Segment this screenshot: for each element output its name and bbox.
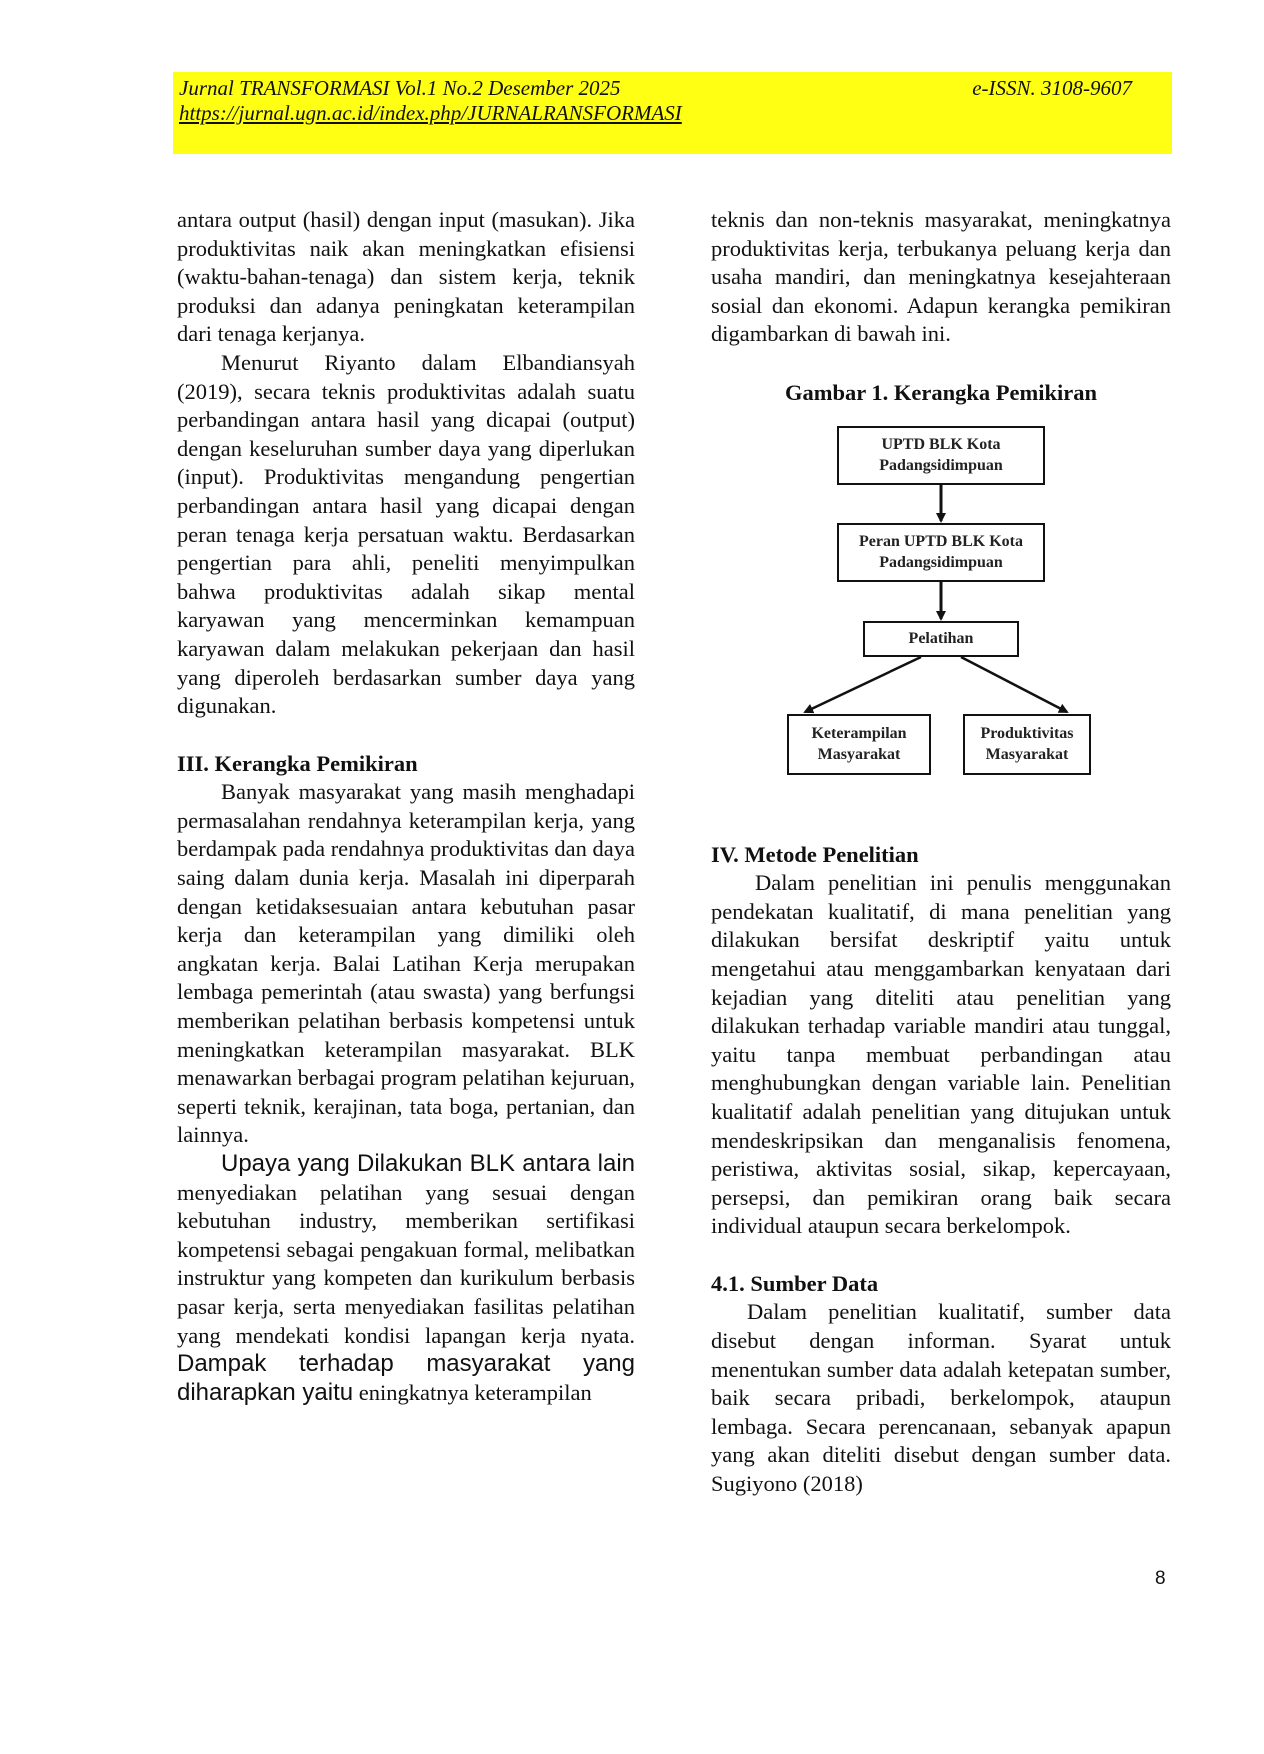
journal-issn: e-ISSN. 3108-9607 (972, 76, 1132, 100)
arrow-connector (805, 657, 921, 712)
diagram-box-peran-uptd-blk: Peran UPTD BLK Kota Padangsidimpuan (837, 523, 1045, 582)
paragraph: Dalam penelitian kualitatif, sumber data disebut dengan informan. Syarat untuk menentukan sumber data adalah ketepatan sumber, baik secara pribadi, berkelompok, ataupun lembaga. Secara perencanaan, sebanyak apapun yang akan diteliti disebut dengan sumber data. Sugiyono (2018) (711, 1299, 1171, 1497)
diagram-box-produktivitas: Produktivitas Masyarakat (963, 714, 1091, 775)
journal-title: Jurnal TRANSFORMASI Vol.1 No.2 Desember 2025 (179, 76, 621, 100)
section-heading: IV. Metode Penelitian (711, 841, 919, 867)
paragraph: Banyak masyarakat yang masih menghadapi permasalahan rendahnya keterampilan kerja, yang berdampak pada rendahnya produktivitas dan daya saing dalam dunia kerja. Masalah ini diperparah dengan ketidaksesuaian antara kebutuhan pasar kerja dan keterampilan yang dimiliki oleh angkatan kerja. Balai Latihan Kerja merupakan lembaga pemerintah (atau swasta) yang berfungsi memberikan pelatihan berbasis kompetensi untuk meningkatkan keterampilan masyarakat. BLK menawarkan berbagai program pelatihan kejuruan, seperti teknik, kerajinan, tata boga, pertanian, dan lainnya. (177, 779, 635, 1148)
journal-url-link[interactable]: https://jurnal.ugn.ac.id/index.php/JURNALRANSFORMASI (179, 101, 682, 125)
paragraph: Menurut Riyanto dalam Elbandiansyah (2019), secara teknis produktivitas adalah suatu perbandingan antara hasil yang dicapai (output) dengan keseluruhan sumber daya yang diperlukan (input). Produktivitas mengandung pengertian perbandingan antara hasil yang dicapai dengan peran tenaga kerja persatuan waktu. Berdasarkan pengertian para ahli, peneliti menyimpulkan bahwa produktivitas adalah sikap mental karyawan yang mencerminkan kemampuan karyawan dalam melakukan pekerjaan dan hasil yang diperoleh berdasarkan sumber daya yang digunakan. (177, 349, 635, 719)
arrow-connector (961, 657, 1067, 712)
paragraph: Dalam penelitian ini penulis menggunakan pendekatan kualitatif, di mana penelitian yang dilakukan bersifat deskriptif yaitu untuk mengetahui atau menggambarkan kenyataan dari kejadian yang diteliti atau penelitian yang dilakukan terhadap variable mandiri atau tunggal, yaitu tanpa membuat perbandingan atau menghubungkan dengan variable lain. Penelitian kualitatif adalah penelitian yang ditujukan untuk mendeskripsikan dan menganalisis fenomena, peristiwa, aktivitas sosial, sikap, kepercayaan, persepsi, dan pemikiran orang baik secara individual ataupun secara berkelompok. (711, 870, 1171, 1239)
paragraph: teknis dan non-teknis masyarakat, meningkatnya produktivitas kerja, terbukanya peluang kerja dan usaha mandiri, dan meningkatnya kesejahteraan sosial dan ekonomi. Adapun kerangka pemikiran digambarkan di bawah ini. (711, 207, 1171, 347)
paragraph-sans-run: Dampak terhadap masyarakat yang diharapkan yaitu (177, 1350, 635, 1406)
paragraph (177, 1150, 635, 1407)
right-column (711, 206, 1171, 1499)
diagram-box-keterampilan: Keterampilan Masyarakat (787, 714, 931, 775)
section-heading: III. Kerangka Pemikiran (177, 750, 418, 776)
page-number: 8 (1155, 1568, 1166, 1589)
diagram-box-uptd-blk: UPTD BLK Kota Padangsidimpuan (837, 426, 1045, 485)
left-column (177, 206, 635, 1407)
paragraph-run: eningkatnya keterampilan (353, 1379, 592, 1405)
figure-title: Gambar 1. Kerangka Pemikiran (784, 379, 1098, 405)
section-heading: 4.1. Sumber Data (711, 1270, 879, 1296)
diagram-box-pelatihan: Pelatihan (863, 621, 1019, 657)
journal-header (173, 72, 1172, 154)
paragraph-run: menyediakan pelatihan yang sesuai dengan kebutuhan industry, memberikan sertifikasi kompetensi sebagai pengakuan formal, melibatkan instruktur yang kompeten dan kurikulum berbasis pasar kerja, serta menyediakan fasilitas pelatihan yang mendekati kondisi lapangan kerja nyata. (177, 1179, 635, 1348)
framework-diagram (711, 426, 1171, 796)
paragraph-sans-run: Upaya yang Dilakukan BLK antara lain (221, 1150, 635, 1177)
paragraph: antara output (hasil) dengan input (masukan). Jika produktivitas naik akan meningkatkan efisiensi (waktu-bahan-tenaga) dan sistem kerja, teknik produksi dan adanya peningkatan keterampilan dari tenaga kerjanya. (177, 207, 635, 347)
